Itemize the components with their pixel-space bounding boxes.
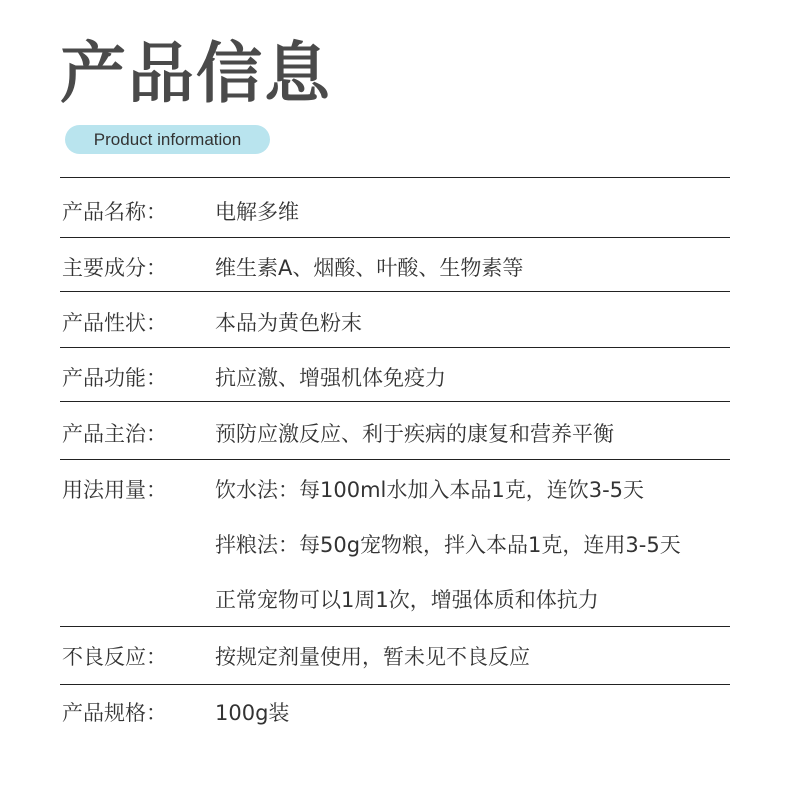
usage-line-drinking: 饮水法：每100ml水加入本品1克，连饮3-5天 [215,478,645,502]
row-value: 按规定剂量使用，暂未见不良反应 [215,645,530,669]
row-value: 电解多维 [215,200,299,224]
row-label: 产品功能： [62,366,167,390]
subtitle-badge: Product information [65,125,270,154]
row-value: 本品为黄色粉末 [215,311,362,335]
row-value: 预防应激反应、利于疾病的康复和营养平衡 [215,422,614,446]
row-label: 产品性状： [62,311,167,335]
row-label: 产品规格： [62,701,167,725]
row-main-ingredients [60,237,730,291]
row-label: 产品名称： [62,200,167,224]
row-usage-dosage [60,459,730,626]
row-label: 用法用量： [62,478,167,502]
row-product-name [60,177,730,237]
row-product-appearance [60,291,730,347]
row-value: 抗应激、增强机体免疫力 [215,366,446,390]
row-product-function [60,347,730,401]
page-title: 产品信息 [60,35,332,112]
row-label: 产品主治： [62,422,167,446]
row-label: 不良反应： [62,645,167,669]
row-value: 100g装 [215,701,290,725]
usage-line-food: 拌粮法：每50g宠物粮，拌入本品1克，连用3-5天 [215,533,681,557]
row-adverse-reactions [60,626,730,684]
product-info-table [60,177,730,735]
row-value: 维生素A、烟酸、叶酸、生物素等 [215,256,524,280]
usage-line-regular: 正常宠物可以1周1次，增强体质和体抗力 [215,588,599,612]
row-product-spec [60,684,730,735]
row-product-indications [60,401,730,459]
row-label: 主要成分： [62,256,167,280]
